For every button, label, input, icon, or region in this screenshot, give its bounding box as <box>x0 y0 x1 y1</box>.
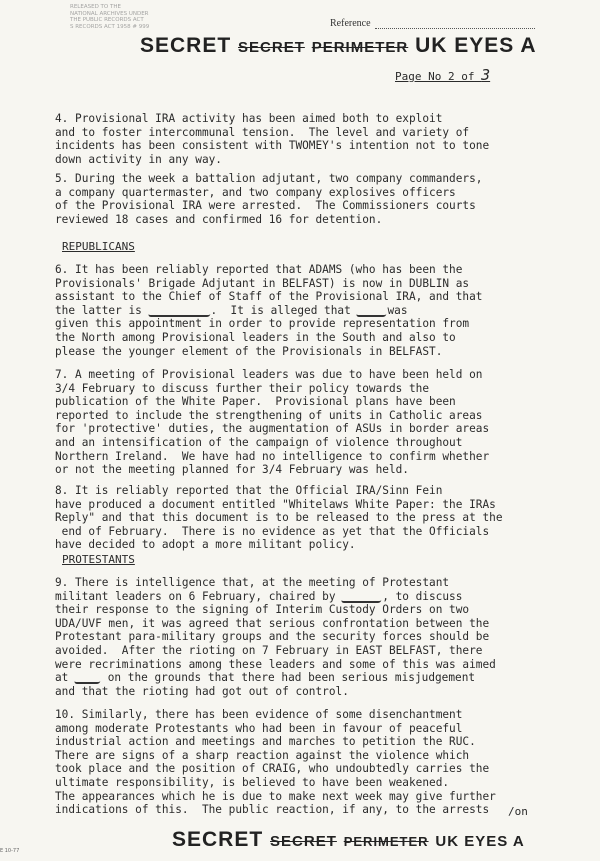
perimeter-word: PERIMETER <box>343 834 429 849</box>
paragraph-6-part-b: . It is alleged that <box>210 303 351 317</box>
paragraph-6-part-a: 6. It has been reliably reported that ADAMS (who has been the Provisionals' Brigade Adjutant in BELFAST) is now in DUBLIN as assistant to the Chief of Staff of the Provisional IRA, and that the latter is <box>55 263 483 317</box>
paragraph-6-part-d: given this appointment in order to provide representation from the North among Provisional leaders in the South and also to please the younger element of the Provisionals in BELFAST. <box>55 317 470 358</box>
uk-eyes-word: UK EYES A <box>415 34 537 57</box>
paragraph-6-part-c: was <box>387 303 408 317</box>
paragraph-5: 5. During the week a battalion adjutant, two company commanders, a company quartermaster, and two company explosives officers of the Provisional IRA were arrested. The Commissioners courts reviewed 18 cases and confirmed 16 for detention. <box>55 172 483 226</box>
page-number-total: 3 <box>481 66 491 84</box>
security-marking-bottom <box>172 828 525 852</box>
republicans-heading: REPUBLICANS <box>62 240 135 253</box>
redaction-mark <box>147 305 211 317</box>
paragraph-4: 4. Provisional IRA activity has been aimed both to exploit and to foster intercommunal tension. The level and variety of incidents has been consistent with TWOMEY's intention not to tone down activity in any way. <box>55 112 490 166</box>
archive-stamp: RELEASED TO THE NATIONAL ARCHIVES UNDER THE PUBLIC RECORDS ACT S RECORDS ACT 1958 # 999 <box>70 4 150 30</box>
paragraph-9-part-a: 9. There is intelligence that, at the meeting of Protestant militant leaders on 6 February, chaired by <box>55 576 450 603</box>
perimeter-word: PERIMETER <box>311 39 409 56</box>
page-number-label: Page No 2 of <box>395 70 475 83</box>
paragraph-10: 10. Similarly, there has been evidence of some disenchantment among moderate Protestants who had been in favour of peaceful industrial action and meetings and marches to petition the RUC. There are signs of a sharp reaction against the violence which took place and the position of CRAIG, who undoubtedly carries the ultimate responsibility, is believed to have been weakened. The appearances which he is due to make next week may give further indications of this. The public reaction, if any, to the arrests <box>55 708 496 817</box>
security-marking-top <box>140 34 537 58</box>
paragraph-9-part-d: on the grounds that there had been serious misjudgement and that the rioting had got out of control. <box>55 671 476 698</box>
paragraph-6 <box>55 263 565 358</box>
redaction-mark <box>356 305 388 317</box>
protestants-heading: PROTESTANTS <box>62 553 135 566</box>
paragraph-9-part-b: , to discuss <box>382 589 463 603</box>
paragraph-8: 8. It is reliably reported that the Official IRA/Sinn Fein have produced a document entitled "Whitelaws White Paper: the IRAs Reply" and that this document is to be released to the press at the end of February. There is no evidence as yet that the Officials have decided to adopt a more militant policy. <box>55 484 503 552</box>
paragraph-7: 7. A meeting of Provisional leaders was due to have been held on 3/4 February to discuss further their policy towards the publication of the White Paper. Provisional plans have been reported to include the strengthening of units in Catholic areas for 'protective' duties, the augmentation of ASUs in border areas and an intensification of the campaign of violence throughout Northern Ireland. We have had no intelligence to confirm whether or not the meeting planned for 3/4 February was held. <box>55 368 490 477</box>
paragraph-9 <box>55 576 565 698</box>
page-number <box>395 66 490 84</box>
secret-word: SECRET <box>172 828 264 851</box>
struck-secret: SECRET <box>270 833 337 850</box>
form-number: E 10-77 <box>0 848 20 854</box>
redaction-mark <box>74 672 102 684</box>
continuation-mark: /on <box>508 805 528 818</box>
redaction-mark <box>341 591 383 603</box>
reference-label: Reference <box>330 18 371 29</box>
paragraph-9-part-c: their response to the signing of Interim Custody Orders on two UDA/UVF men, it was agreed that serious confrontation between the Protestant para-military groups and the security forces should be avoided. After the rioting on 7 February in EAST BELFAST, there were recriminations among these leaders and some of this was aimed at <box>55 603 496 685</box>
struck-secret: SECRET <box>238 39 305 56</box>
uk-eyes-word: UK EYES A <box>435 833 525 850</box>
reference-line <box>375 28 535 29</box>
secret-word: SECRET <box>140 34 232 57</box>
